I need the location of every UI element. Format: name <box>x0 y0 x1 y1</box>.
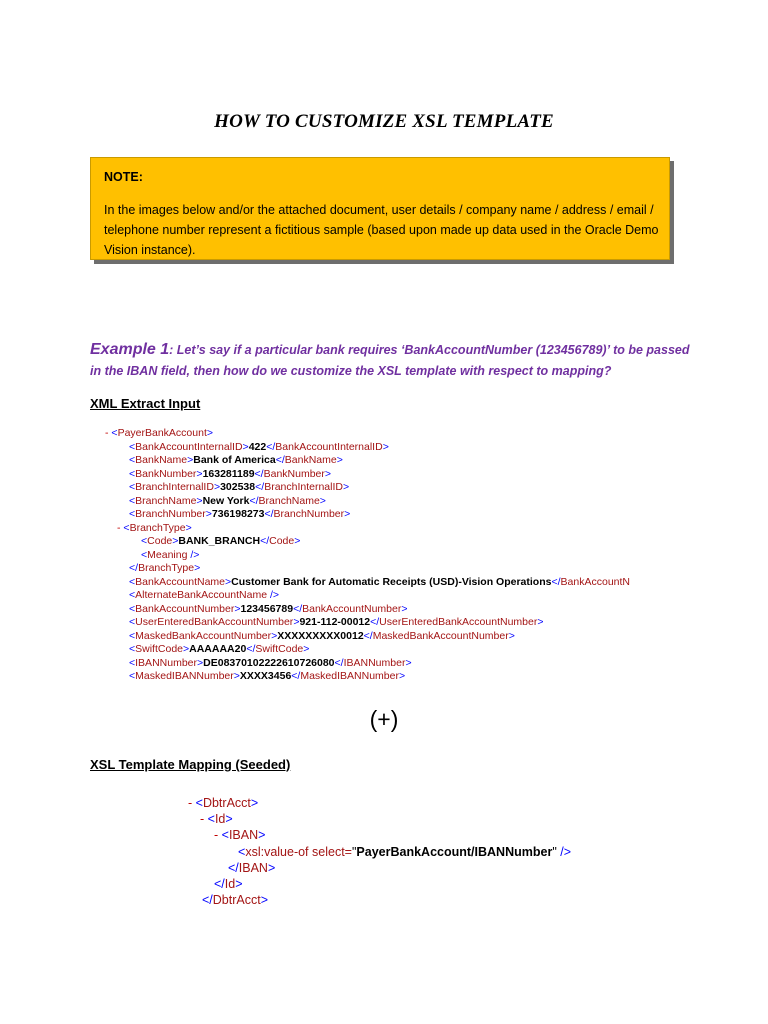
xml-line: <MaskedIBANNumber>XXXX3456</MaskedIBANNumber> <box>129 670 406 682</box>
xml-value: 163281189 <box>202 467 255 480</box>
xml-value: 123456789 <box>240 602 294 615</box>
xml-line: </BranchType> <box>129 562 201 574</box>
xsl-line: - <Id> <box>200 812 233 827</box>
collapse-toggle: - <box>117 521 124 534</box>
collapse-toggle: - <box>105 427 112 439</box>
xml-line: <BankNumber>163281189</BankNumber> <box>129 467 332 480</box>
xml-line: <SwiftCode>AAAAAA20</SwiftCode> <box>129 643 310 655</box>
xsl-line: <xsl:value-of select="PayerBankAccount/IBANNumber" /> <box>238 844 571 859</box>
xsl-line: </IBAN> <box>228 860 276 875</box>
xml-line: <Code>BANK_BRANCH</Code> <box>141 535 301 547</box>
note-body: In the images below and/or the attached document, user details / company name / address / email / telephone number represent a fictitious sample (based upon made up data used in the Oracle Demo Vision instance). <box>104 203 659 257</box>
xml-value: 921-112-00012 <box>299 616 371 628</box>
xml-line: <BranchInternalID>302538</BranchInternalID> <box>129 481 350 493</box>
xml-value: XXXXXXXXX0012 <box>277 629 364 642</box>
xml-value: Customer Bank for Automatic Receipts (USD)-Vision Operations <box>231 575 552 588</box>
xml-value: Bank of America <box>193 454 276 466</box>
xml-extract-code <box>105 427 678 690</box>
xml-line: <BankAccountInternalID>422</BankAccountInternalID> <box>129 440 389 453</box>
xml-line: <AlternateBankAccountName /> <box>129 589 280 601</box>
xml-value: 422 <box>248 440 267 453</box>
example-text: : Let’s say if a particular bank requires ‘BankAccountNumber (123456789)’ to be passed in the IBAN field, then how do we customize the XSL template with respect to mapping? <box>90 343 690 378</box>
note-box <box>90 157 670 260</box>
example-label: Example 1 <box>90 341 170 358</box>
xml-line: <IBANNumber>DE08370102222610726080</IBANNumber> <box>129 656 412 669</box>
xml-line: <Meaning /> <box>141 548 200 561</box>
xsl-line: </Id> <box>214 877 243 891</box>
xsl-select-value: PayerBankAccount/IBANNumber <box>356 844 553 859</box>
xml-value: AAAAAA20 <box>189 643 247 655</box>
collapse-toggle: - <box>200 812 208 827</box>
xml-value: New York <box>202 494 250 507</box>
xml-value: 736198273 <box>211 508 265 520</box>
xml-value: XXXX3456 <box>239 670 292 682</box>
xml-line: <BankAccountNumber>123456789</BankAccountNumber> <box>129 602 408 615</box>
xml-value: DE08370102222610726080 <box>203 656 335 669</box>
xml-line: <BankName>Bank of America</BankName> <box>129 454 343 466</box>
xml-line: <BranchName>New York</BranchName> <box>129 494 326 507</box>
collapse-toggle: - <box>214 828 222 843</box>
xml-line: - <BranchType> <box>117 521 192 534</box>
xml-value: BANK_BRANCH <box>178 535 261 547</box>
plus-sign: (+) <box>369 706 399 732</box>
xsl-section-title: XSL Template Mapping (Seeded) <box>90 757 291 772</box>
xsl-line: </DbtrAcct> <box>202 893 269 908</box>
xml-line: - <PayerBankAccount> <box>105 427 214 439</box>
xml-line: <BankAccountName>Customer Bank for Automatic Receipts (USD)-Vision Operations</BankAccountN <box>129 575 631 588</box>
note-heading: NOTE: <box>104 170 143 184</box>
xsl-mapping-code <box>170 785 690 913</box>
xml-section-title: XML Extract Input <box>90 396 201 411</box>
xml-line: <MaskedBankAccountNumber>XXXXXXXXX0012</MaskedBankAccountNumber> <box>129 629 515 642</box>
xml-line: <BranchNumber>736198273</BranchNumber> <box>129 508 351 520</box>
collapse-toggle: - <box>188 796 196 810</box>
xml-value: 302538 <box>220 481 256 493</box>
xsl-line: - <DbtrAcct> <box>188 796 259 810</box>
xsl-line: - <IBAN> <box>214 828 266 843</box>
example-paragraph <box>90 339 690 382</box>
page-title: HOW TO CUSTOMIZE XSL TEMPLATE <box>214 111 554 132</box>
xml-line: <UserEnteredBankAccountNumber>921-112-00012</UserEnteredBankAccountNumber> <box>129 616 544 628</box>
